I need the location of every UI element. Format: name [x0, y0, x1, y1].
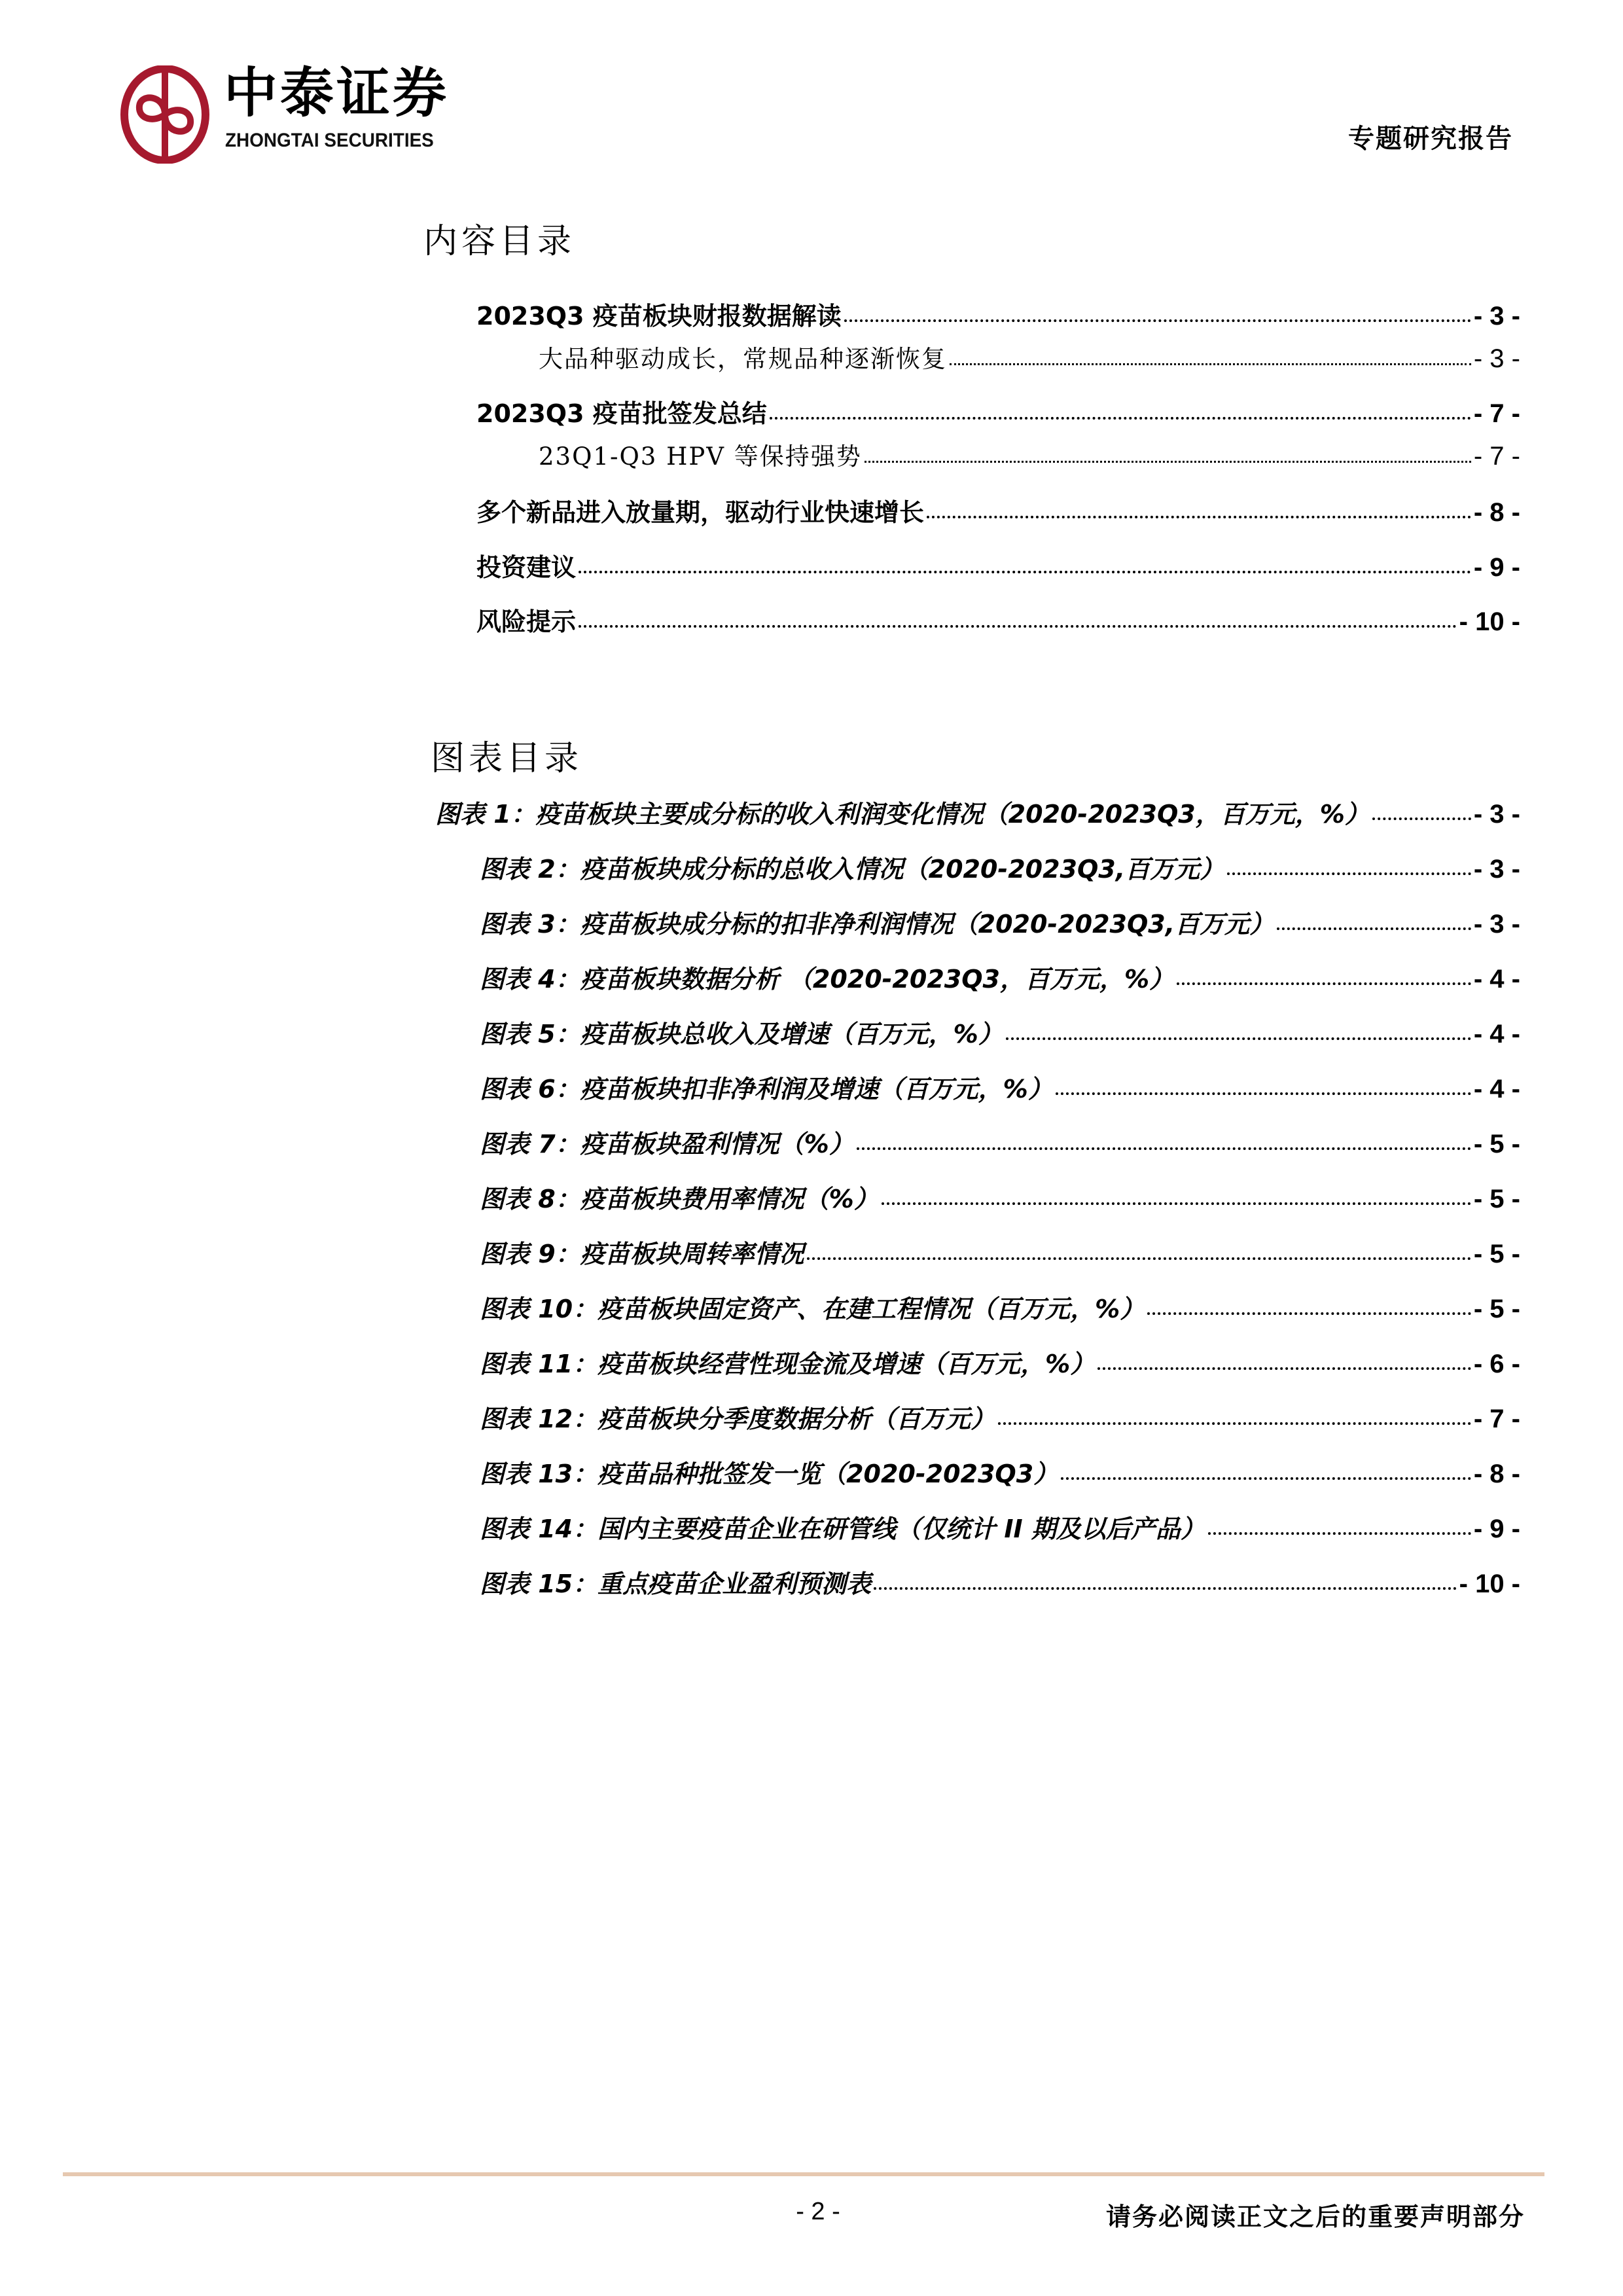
figure-entry-label: 图表 14：国内主要疫苗企业在研管线（仅统计 II 期及以后产品）: [480, 1515, 1205, 1543]
figure-entry[interactable]: [480, 1289, 1520, 1321]
toc-entry-page: - 8 -: [1473, 498, 1520, 527]
toc-entry-label: 投资建议: [476, 553, 577, 582]
toc-entry-label: 23Q1-Q3 HPV 等保持强势: [539, 442, 862, 471]
figure-entry[interactable]: [480, 1344, 1520, 1376]
figure-entry-label: 图表 10：疫苗板块固定资产、在建工程情况（百万元，%）: [480, 1295, 1145, 1323]
figure-entry-page: - 3 -: [1473, 800, 1520, 829]
figure-entry-page: - 5 -: [1473, 1130, 1520, 1158]
figure-entry-label: 图表 4：疫苗板块数据分析 （2020-2023Q3，百万元，%）: [480, 965, 1175, 994]
toc-entry-label: 2023Q3 疫苗批签发总结: [476, 399, 767, 428]
figure-entry[interactable]: [480, 1069, 1520, 1102]
toc-entry[interactable]: [476, 547, 1520, 580]
figure-entry-page: - 6 -: [1473, 1350, 1520, 1378]
toc-entry-page: - 3 -: [1473, 344, 1520, 373]
figure-entry[interactable]: [480, 1399, 1520, 1431]
figure-entry-label: 图表 8：疫苗板块费用率情况（%）: [480, 1185, 879, 1213]
company-logo: [118, 62, 497, 164]
figure-entry-label: 图表 7：疫苗板块盈利情况（%）: [480, 1130, 854, 1158]
dot-leader: [1372, 817, 1471, 820]
figure-entry-page: - 10 -: [1459, 1570, 1520, 1598]
dot-leader: [1056, 1092, 1471, 1095]
figure-entry-page: - 8 -: [1473, 1460, 1520, 1488]
toc-entry-page: - 9 -: [1473, 553, 1520, 582]
figure-entry-page: - 7 -: [1473, 1405, 1520, 1433]
dot-leader: [882, 1202, 1471, 1205]
dot-leader: [950, 363, 1471, 365]
figure-entry[interactable]: [480, 1509, 1520, 1541]
toc-entry-label: 2023Q3 疫苗板块财报数据解读: [476, 302, 842, 331]
dot-leader: [1061, 1477, 1471, 1480]
figure-entry[interactable]: [480, 1179, 1520, 1211]
figure-entry-label: 图表 2：疫苗板块成分标的总收入情况（2020-2023Q3,百万元）: [480, 855, 1225, 884]
figure-entry-page: - 5 -: [1473, 1240, 1520, 1268]
toc-entry-label: 风险提示: [476, 607, 577, 636]
toc-entry-page: - 10 -: [1459, 607, 1520, 636]
figure-entry-label: 图表 5：疫苗板块总收入及增速（百万元，%）: [480, 1020, 1003, 1049]
dot-leader: [770, 417, 1471, 420]
figure-entry-label: 图表 1：疫苗板块主要成分标的收入利润变化情况（2020-2023Q3，百万元，%）: [435, 800, 1370, 829]
dot-leader: [1277, 927, 1471, 930]
toc-entry[interactable]: [476, 296, 1520, 329]
figure-entry[interactable]: [480, 904, 1520, 937]
toc-entry[interactable]: [476, 492, 1520, 525]
dot-leader: [998, 1422, 1471, 1425]
dot-leader: [1208, 1532, 1471, 1535]
figure-entry[interactable]: [480, 1564, 1520, 1596]
dot-leader: [844, 319, 1471, 322]
figure-entry[interactable]: [480, 1454, 1520, 1486]
zhongtai-emblem-icon: [118, 65, 216, 164]
footer-divider: [63, 2172, 1544, 2176]
figure-entry-label: 图表 11：疫苗板块经营性现金流及增速（百万元，%）: [480, 1350, 1096, 1378]
figure-entry-label: 图表 13：疫苗品种批签发一览（2020-2023Q3）: [480, 1460, 1059, 1488]
dot-leader: [807, 1257, 1471, 1260]
figure-entry-label: 图表 3：疫苗板块成分标的扣非净利润情况（2020-2023Q3,百万元）: [480, 910, 1275, 939]
toc-entry-page: - 7 -: [1473, 442, 1520, 471]
figures-title: 图表目录: [431, 739, 583, 778]
logo-english-name: ZHONGTAI SECURITIES: [225, 130, 434, 151]
toc-entry[interactable]: [539, 339, 1520, 372]
dot-leader: [579, 571, 1471, 573]
figure-entry[interactable]: [480, 1124, 1520, 1157]
dot-leader: [1227, 872, 1471, 875]
logo-chinese-name: 中泰证券: [224, 62, 450, 124]
report-type-label: 专题研究报告: [1348, 123, 1513, 154]
figure-entry[interactable]: [480, 1014, 1520, 1047]
dot-leader: [857, 1147, 1471, 1150]
figure-entry-page: - 3 -: [1473, 910, 1520, 939]
dot-leader: [1006, 1037, 1471, 1040]
figure-entry-page: - 5 -: [1473, 1295, 1520, 1323]
toc-entry[interactable]: [476, 601, 1520, 634]
toc-entry-page: - 3 -: [1473, 302, 1520, 331]
dot-leader: [865, 461, 1471, 463]
figure-entry[interactable]: [480, 1234, 1520, 1266]
figure-entry-page: - 9 -: [1473, 1515, 1520, 1543]
figure-entry-label: 图表 9：疫苗板块周转率情况: [480, 1240, 804, 1268]
toc-entry[interactable]: [539, 437, 1520, 469]
contents-title: 内容目录: [423, 222, 576, 261]
figure-entry[interactable]: [435, 794, 1520, 827]
dot-leader: [1147, 1312, 1471, 1315]
figure-entry-label: 图表 12：疫苗板块分季度数据分析（百万元）: [480, 1405, 996, 1433]
toc-entry-label: 大品种驱动成长，常规品种逐渐恢复: [539, 345, 947, 373]
figure-entry[interactable]: [480, 959, 1520, 992]
toc-entry[interactable]: [476, 393, 1520, 426]
footer-disclaimer: 请务必阅读正文之后的重要声明部分: [1105, 2202, 1525, 2231]
dot-leader: [1177, 982, 1471, 985]
dot-leader: [927, 516, 1471, 518]
figure-entry[interactable]: [480, 849, 1520, 882]
figure-entry-page: - 4 -: [1473, 1075, 1520, 1103]
toc-entry-label: 多个新品进入放量期，驱动行业快速增长: [476, 498, 925, 527]
figure-entry-page: - 5 -: [1473, 1185, 1520, 1213]
figure-entry-label: 图表 6：疫苗板块扣非净利润及增速（百万元，%）: [480, 1075, 1053, 1103]
toc-entry-page: - 7 -: [1473, 399, 1520, 428]
dot-leader: [874, 1587, 1457, 1590]
dot-leader: [579, 625, 1457, 628]
dot-leader: [1097, 1367, 1471, 1370]
figure-entry-page: - 4 -: [1473, 1020, 1520, 1049]
figure-entry-page: - 4 -: [1473, 965, 1520, 994]
figure-entry-label: 图表 15：重点疫苗企业盈利预测表: [480, 1570, 872, 1598]
page-number: - 2 -: [796, 2198, 840, 2225]
figure-entry-page: - 3 -: [1473, 855, 1520, 884]
